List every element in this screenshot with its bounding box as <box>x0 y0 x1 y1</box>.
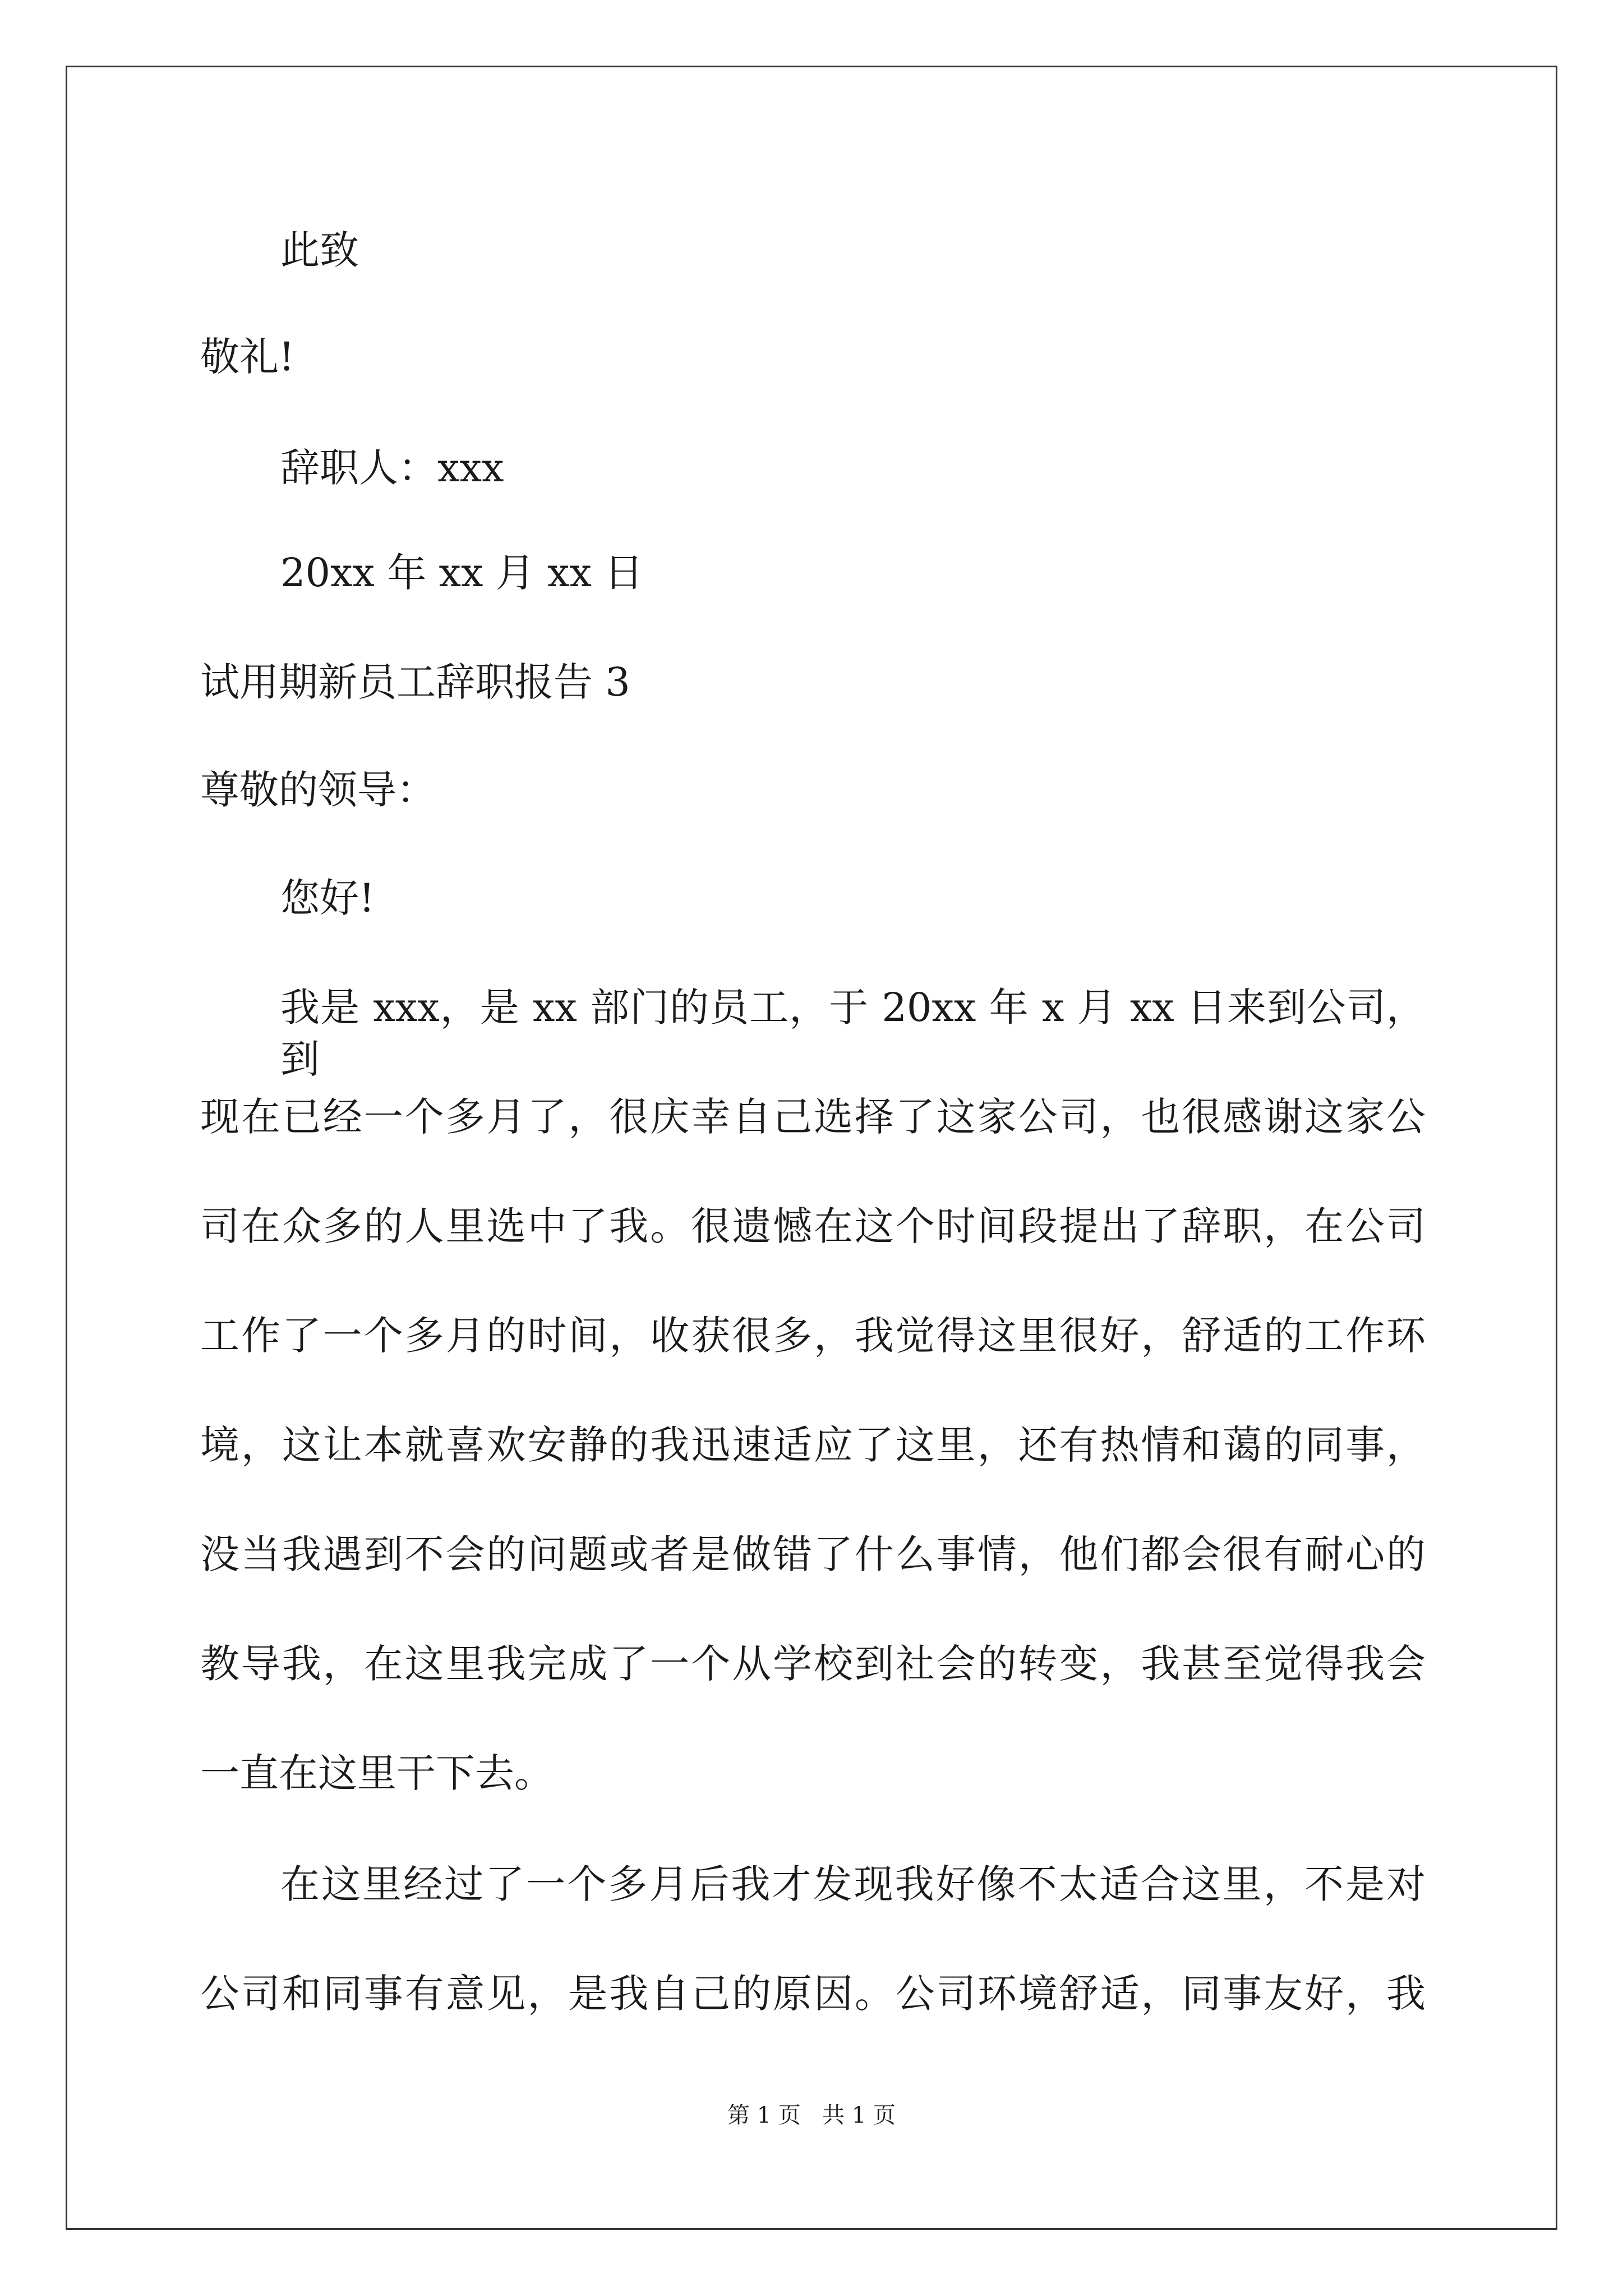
body-line: 教导我，在这里我完成了一个从学校到社会的转变，我甚至觉得我会 <box>200 1641 1426 1687</box>
closing-line: 此致 <box>280 227 359 273</box>
hello-line: 您好! <box>280 875 375 921</box>
body-line: 工作了一个多月的时间，收获很多，我觉得这里很好，舒适的工作环 <box>200 1313 1426 1359</box>
body-line: 我是 xxx，是 xx 部门的员工，于 20xx 年 x 月 xx 日来到公司，到 <box>280 984 1426 1082</box>
body-line: 在这里经过了一个多月后我才发现我好像不太适合这里，不是对 <box>280 1861 1426 1907</box>
body-line: 境，这让本就喜欢安静的我迅速适应了这里，还有热情和蔼的同事， <box>200 1422 1426 1468</box>
body-line: 现在已经一个多月了，很庆幸自己选择了这家公司，也很感谢这家公 <box>200 1094 1426 1140</box>
body-line: 没当我遇到不会的问题或者是做错了什么事情，他们都会很有耐心的 <box>200 1531 1426 1577</box>
body-line: 公司和同事有意见，是我自己的原因。公司环境舒适，同事友好，我 <box>200 1971 1426 2017</box>
body-line: 一直在这里干下去。 <box>200 1750 554 1796</box>
signer-line: 辞职人：xxx <box>280 445 504 491</box>
body-line: 司在众多的人里选中了我。很遗憾在这个时间段提出了辞职，在公司 <box>200 1203 1426 1249</box>
page-footer: 第 1 页 共 1 页 <box>727 2102 896 2128</box>
salute-line: 敬礼! <box>200 334 295 380</box>
document-title: 试用期新员工辞职报告 3 <box>200 659 630 705</box>
date-line: 20xx 年 xx 月 xx 日 <box>280 550 644 596</box>
greeting-line: 尊敬的领导： <box>200 767 436 813</box>
